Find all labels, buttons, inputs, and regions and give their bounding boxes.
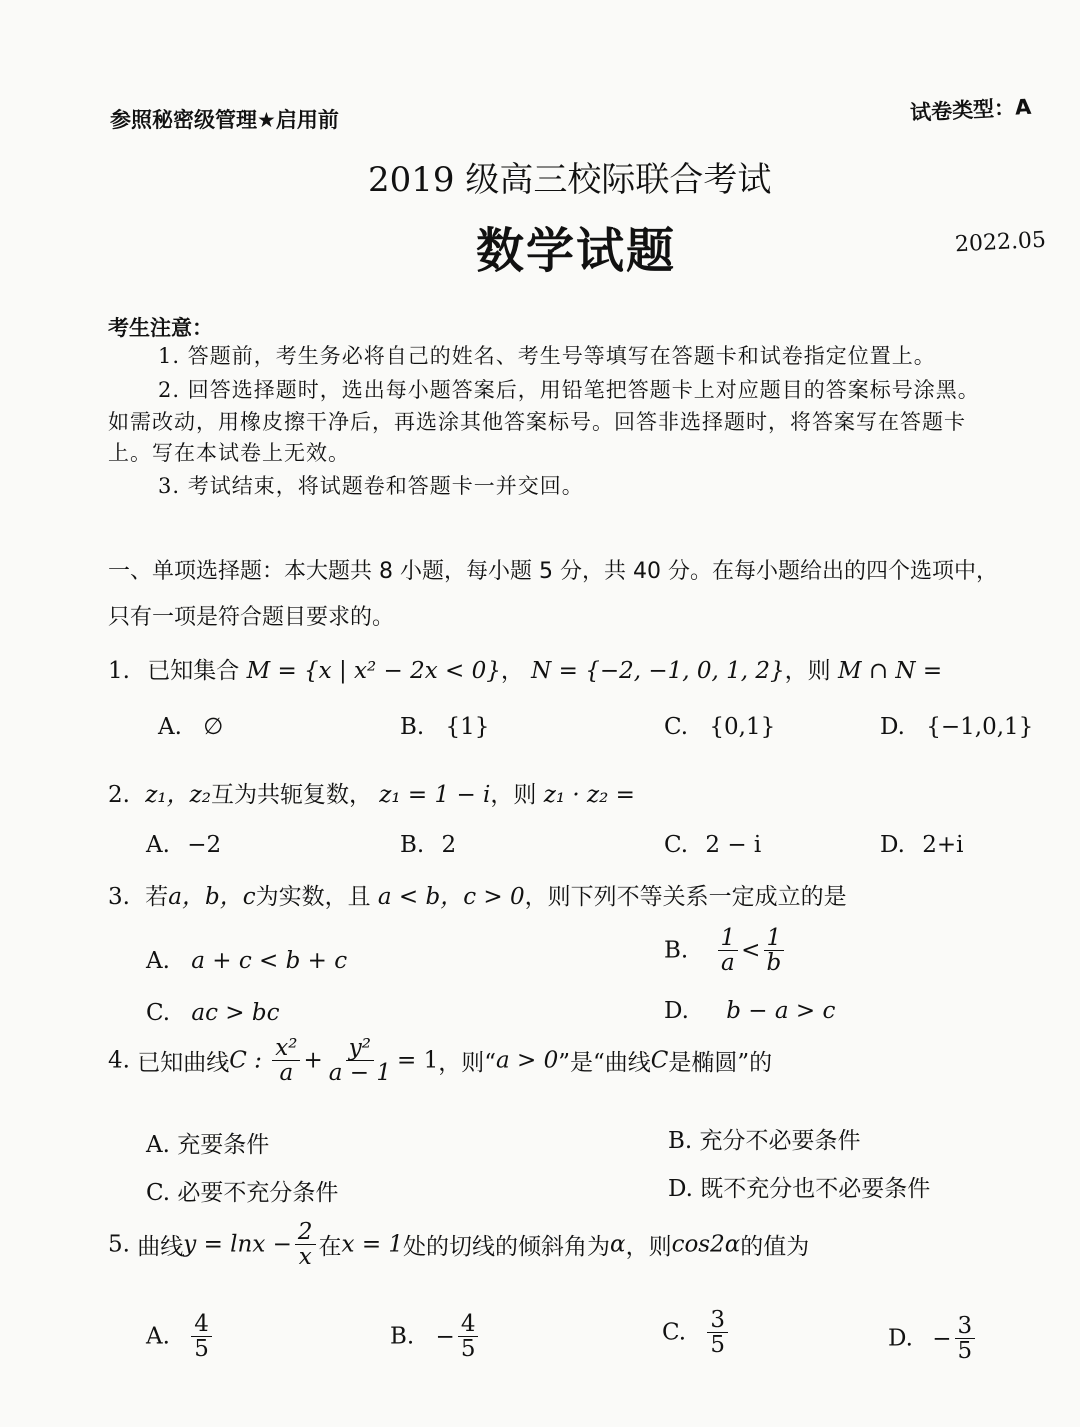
q3-option-b-frac1 [718, 926, 739, 975]
question-4 [108, 1036, 772, 1085]
exam-name: 2019 级高三校际联合考试 [368, 160, 772, 200]
q1-option-b-label: B. [400, 714, 425, 740]
q3-option-b-frac2 [763, 926, 784, 975]
q3-option-c-label: C. [146, 1000, 171, 1026]
notice-title: 考生注意： [108, 316, 213, 340]
q5-number: 5. [108, 1231, 130, 1258]
q5-option-a-num: 4 [191, 1312, 212, 1337]
q1-option-a-label: A. [158, 714, 182, 740]
q3-option-b-num1: 1 [718, 926, 739, 951]
q1-option-c [664, 714, 775, 740]
security-level: 参照秘密级管理★启用前 [110, 108, 339, 132]
subject-title: 数学试题 [476, 223, 677, 279]
q3-option-c-value: ac > bc [191, 1000, 280, 1026]
q5-option-c-frac [707, 1308, 728, 1357]
q3-vars: a，b，c [168, 884, 256, 910]
q4-c-var: C [650, 1047, 669, 1074]
q4-frac-x [272, 1036, 300, 1085]
q5-point: x = 1 [341, 1231, 404, 1258]
q5-option-d-frac [955, 1314, 976, 1363]
q2-option-c-label: C. [664, 832, 689, 858]
q3-number: 3. [108, 884, 130, 910]
q1-number: 1. [108, 658, 130, 684]
q1-option-b-value: {1} [445, 714, 490, 740]
q4-frac-x-den: a [279, 1060, 294, 1087]
q4-equals: = 1 [396, 1047, 439, 1074]
q5-stem-c: 处的切线的倾斜角为 [403, 1234, 611, 1261]
q2-option-d [880, 832, 964, 858]
question-2 [108, 776, 635, 809]
q1-option-d [880, 714, 1033, 740]
q1-sep: ， [500, 658, 524, 684]
q4-frac-y-den: a − 1 [328, 1060, 391, 1087]
notice-item-3: 3. 考试结束，将试题卷和答题卡一并交回。 [158, 474, 584, 498]
notice-item-2-end: 上。写在本试卷上无效。 [108, 441, 350, 465]
q5-function: y = lnx − [183, 1231, 292, 1258]
q5-stem-e: 的值为 [740, 1234, 810, 1261]
question-1 [108, 652, 942, 685]
q3-stem-c: ，则下列不等关系一定成立的是 [524, 884, 847, 910]
q5-option-b [390, 1312, 481, 1361]
q2-option-b [400, 832, 456, 858]
q2-option-d-label: D. [880, 832, 905, 858]
q5-frac-num: 2 [295, 1220, 316, 1245]
q5-stem: 曲线 [137, 1234, 184, 1261]
q3-option-b-num2: 1 [764, 926, 785, 951]
q5-option-b-num: 4 [458, 1312, 479, 1337]
q5-option-d [888, 1314, 978, 1363]
q2-expression: z₁ · z₂ = [543, 782, 635, 808]
q5-option-b-frac [458, 1312, 479, 1361]
q2-stem-b: ，则 [490, 782, 537, 808]
q2-option-b-label: B. [400, 832, 425, 858]
q3-option-d [664, 998, 835, 1024]
q5-frac [295, 1220, 316, 1269]
q4-plus: + [303, 1047, 323, 1074]
q4-option-a: A. 充要条件 [146, 1132, 270, 1158]
q2-number: 2. [108, 782, 130, 808]
q5-option-d-den: 5 [957, 1338, 973, 1365]
q2-option-a [146, 832, 221, 858]
q1-option-c-value: {0,1} [709, 714, 776, 740]
notice-item-2-cont: 如需改动，用橡皮擦干净后，再选涂其他答案标号。回答非选择题时，将答案写在答题卡 [108, 410, 966, 434]
q3-option-b [664, 926, 787, 975]
q1-option-a [158, 714, 223, 740]
q4-frac-y [326, 1036, 394, 1085]
q2-option-a-label: A. [146, 832, 170, 858]
q1-option-b [400, 714, 489, 740]
q3-option-b-relation: < [741, 937, 761, 964]
q5-option-b-den: 5 [460, 1336, 476, 1363]
q5-option-d-num: 3 [955, 1314, 976, 1339]
q5-alpha: α [610, 1231, 626, 1258]
q5-target: cos2α [671, 1231, 741, 1258]
q2-vars: z₁，z₂ [145, 782, 211, 808]
q3-condition: a < b，c > 0 [377, 884, 525, 910]
q5-option-c [662, 1308, 731, 1357]
q2-option-d-value: 2+i [922, 832, 964, 858]
q4-frac-y-num: y² [346, 1036, 374, 1061]
q3-option-a-label: A. [146, 948, 170, 974]
q1-stem-b: ，则 [784, 658, 831, 684]
question-5 [108, 1220, 809, 1269]
q5-option-b-label: B. [390, 1323, 415, 1350]
q5-option-d-sign: − [932, 1325, 952, 1352]
q3-option-b-den2: b [766, 950, 782, 977]
q4-option-d: D. 既不充分也不必要条件 [668, 1176, 931, 1202]
q1-stem: 已知集合 [147, 658, 240, 684]
q4-stem-d: 是椭圆”的 [668, 1050, 773, 1077]
q3-option-b-label: B. [664, 937, 689, 964]
q1-option-d-label: D. [880, 714, 905, 740]
exam-date: 2022.05 [954, 227, 1047, 258]
q4-stem-b: ，则“ [438, 1050, 496, 1077]
q1-option-a-value: ∅ [203, 714, 224, 740]
q1-option-c-label: C. [664, 714, 689, 740]
q1-expression: M ∩ N = [837, 658, 943, 684]
q5-option-a-label: A. [146, 1323, 170, 1350]
section-heading: 一、单项选择题：本大题共 8 小题，每小题 5 分，共 40 分。在每小题给出的四个选项中， [108, 559, 998, 584]
q3-stem-b: 为实数，且 [255, 884, 371, 910]
q3-option-b-den1: a [720, 950, 735, 977]
q3-option-a [146, 948, 347, 974]
q3-option-d-label: D. [664, 998, 689, 1024]
q5-option-d-label: D. [888, 1325, 913, 1352]
q1-set-m: M = {x | x² − 2x < 0} [246, 658, 501, 684]
q5-option-a [146, 1312, 215, 1361]
q3-stem: 若 [145, 884, 169, 910]
q1-option-d-value: {−1,0,1} [926, 714, 1034, 740]
q2-option-b-value: 2 [441, 832, 457, 858]
q2-option-a-value: −2 [187, 832, 222, 858]
q5-option-b-sign: − [435, 1323, 455, 1350]
q5-option-a-frac [191, 1312, 212, 1361]
notice-item-2: 2. 回答选择题时，选出每小题答案后，用铅笔把答题卡上对应题目的答案标号涂黑。 [158, 378, 980, 402]
q5-option-c-den: 5 [710, 1332, 726, 1359]
section-heading-cont: 只有一项是符合题目要求的。 [108, 605, 395, 630]
q5-option-a-den: 5 [194, 1336, 209, 1363]
q4-option-c: C. 必要不充分条件 [146, 1180, 339, 1206]
notice-item-1: 1. 答题前，考生务必将自己的姓名、考生号等填写在答题卡和试卷指定位置上。 [158, 344, 936, 368]
q2-given: z₁ = 1 − i [379, 782, 491, 808]
q4-number: 4. [108, 1047, 130, 1074]
q1-set-n: N = {−2, −1, 0, 1, 2} [531, 658, 785, 684]
q2-option-c-value: 2 − i [705, 832, 762, 858]
q3-option-a-value: a + c < b + c [191, 948, 348, 974]
paper-type: 试卷类型：A [909, 94, 1032, 126]
q4-stem-c: ”是“曲线 [558, 1050, 651, 1077]
q3-option-d-value: b − a > c [726, 998, 836, 1024]
question-3 [108, 878, 847, 911]
q4-condition: a > 0 [495, 1047, 559, 1074]
q5-option-c-num: 3 [707, 1308, 728, 1333]
q5-stem-b: 在 [318, 1234, 342, 1261]
q5-frac-den: x [298, 1244, 312, 1271]
q2-stem: 互为共轭复数， [210, 782, 372, 808]
q3-option-c [146, 1000, 280, 1026]
q4-curve: C : [229, 1047, 262, 1074]
q5-option-c-label: C. [662, 1319, 687, 1346]
q4-frac-x-num: x² [272, 1036, 300, 1061]
q2-option-c [664, 832, 761, 858]
q5-stem-d: ，则 [625, 1234, 672, 1261]
q4-stem: 已知曲线 [137, 1050, 230, 1077]
q4-option-b: B. 充分不必要条件 [668, 1128, 861, 1154]
